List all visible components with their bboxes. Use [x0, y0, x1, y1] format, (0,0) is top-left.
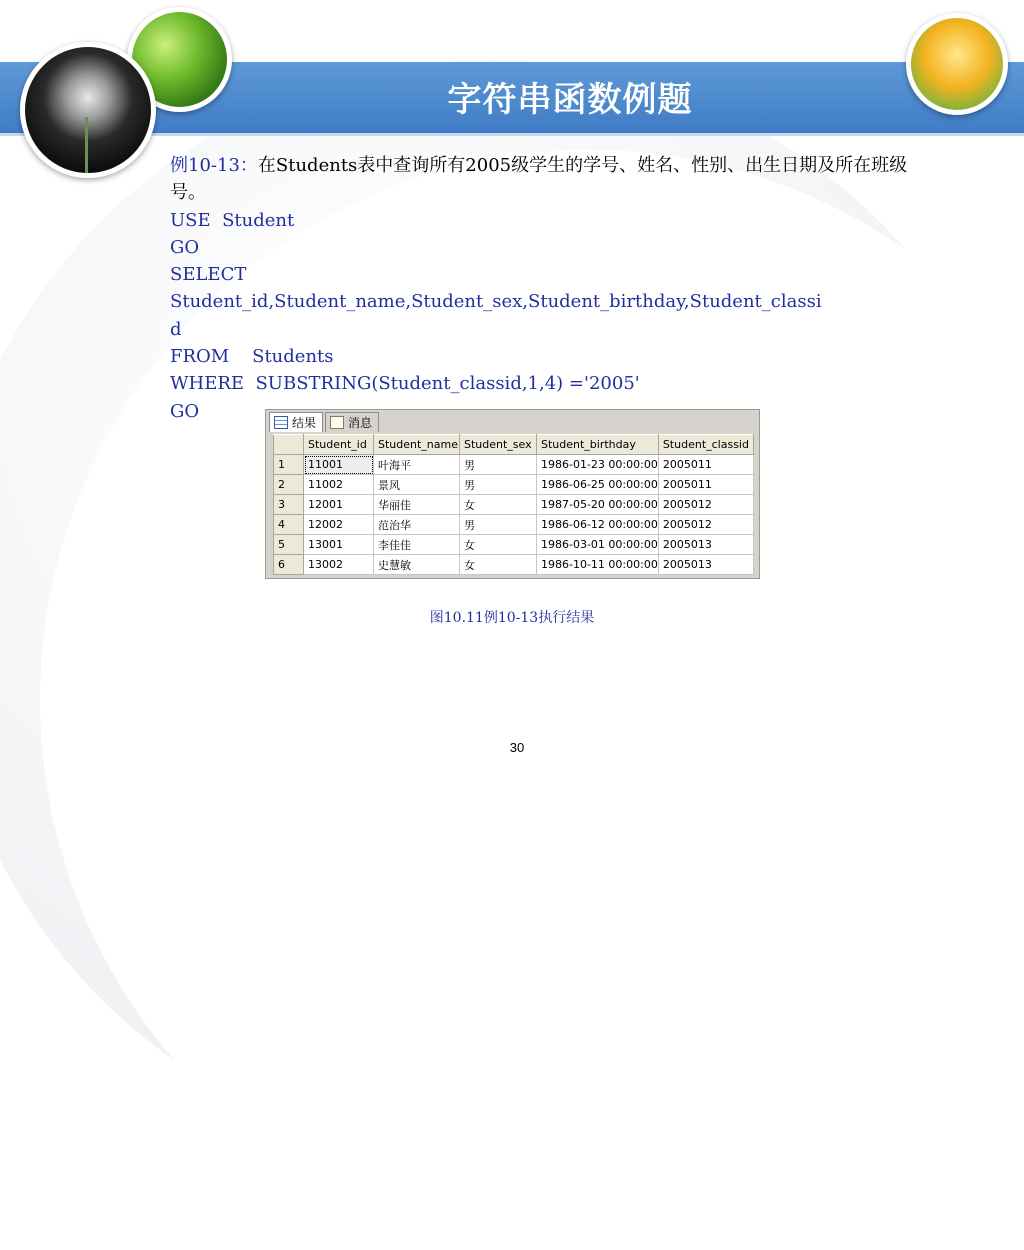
tab-messages-label: 消息 [348, 416, 373, 430]
table-row[interactable] [274, 515, 754, 535]
tulip-photo [906, 13, 1008, 115]
table-cell[interactable]: 13001 [304, 535, 374, 555]
table-cell[interactable]: 女 [460, 555, 537, 575]
code-line: GO [170, 236, 200, 258]
table-row[interactable] [274, 475, 754, 495]
code-line: SELECT [170, 264, 247, 286]
example-text: 在Students表中查询所有2005级学生的学号、姓名、性别、出生日期及所在班级号。 [170, 155, 908, 204]
table-cell[interactable]: 11002 [304, 475, 374, 495]
message-icon [330, 416, 344, 429]
table-cell[interactable]: 范治华 [374, 515, 460, 535]
query-results-panel [265, 409, 760, 579]
tab-results[interactable] [269, 412, 323, 432]
figure-caption: 图10.11例10-13执行结果 [429, 610, 595, 626]
table-cell[interactable]: 1986-06-12 00:00:00 [537, 515, 659, 535]
table-cell[interactable]: 13002 [304, 555, 374, 575]
code-line: GO [170, 400, 200, 422]
table-cell[interactable]: 华丽佳 [374, 495, 460, 515]
table-cell[interactable]: 2005011 [658, 455, 753, 475]
table-cell[interactable]: 1986-01-23 00:00:00 [537, 455, 659, 475]
table-cell[interactable]: 12002 [304, 515, 374, 535]
table-cell[interactable]: 女 [460, 495, 537, 515]
row-number[interactable]: 5 [274, 535, 304, 555]
table-cell[interactable]: 2005012 [658, 495, 753, 515]
column-header[interactable]: Student_birthday [537, 435, 659, 455]
tab-messages[interactable] [325, 412, 379, 432]
table-cell[interactable]: 李佳佳 [374, 535, 460, 555]
results-grid [273, 434, 754, 575]
table-cell[interactable]: 女 [460, 535, 537, 555]
code-line: USE Student [170, 209, 295, 231]
example-intro [170, 152, 940, 207]
row-number[interactable]: 1 [274, 455, 304, 475]
table-cell[interactable]: 2005011 [658, 475, 753, 495]
column-header[interactable]: Student_name [374, 435, 460, 455]
example-label: 例10-13： [170, 155, 258, 176]
code-line: WHERE SUBSTRING(Student_classid,1,4) ='2005' [170, 373, 640, 395]
table-cell[interactable]: 12001 [304, 495, 374, 515]
table-cell[interactable]: 男 [460, 475, 537, 495]
grid-icon [274, 416, 288, 429]
slide-body [170, 152, 940, 425]
row-number[interactable]: 6 [274, 555, 304, 575]
page-number: 30 [509, 740, 525, 755]
code-block [170, 207, 940, 425]
column-header[interactable]: Student_sex [460, 435, 537, 455]
dandelion-photo [20, 42, 156, 178]
table-row[interactable] [274, 495, 754, 515]
row-number-header[interactable] [274, 435, 304, 455]
table-cell[interactable]: 叶海平 [374, 455, 460, 475]
tab-results-label: 结果 [292, 416, 317, 430]
table-row[interactable] [274, 555, 754, 575]
table-cell[interactable]: 1986-10-11 00:00:00 [537, 555, 659, 575]
table-cell[interactable]: 史慧敏 [374, 555, 460, 575]
table-row[interactable] [274, 455, 754, 475]
code-line: d [170, 318, 182, 340]
column-header[interactable]: Student_classid [658, 435, 753, 455]
column-header[interactable]: Student_id [304, 435, 374, 455]
table-cell[interactable]: 1986-06-25 00:00:00 [537, 475, 659, 495]
code-line: Student_id,Student_name,Student_sex,Student_birthday,Student_classi [170, 291, 822, 313]
grid-header-row [274, 435, 754, 455]
title-bar-divider [0, 133, 1024, 136]
slide-title: 字符串函数例题 [447, 80, 693, 120]
table-cell[interactable]: 2005013 [658, 555, 753, 575]
row-number[interactable]: 3 [274, 495, 304, 515]
table-cell[interactable]: 景风 [374, 475, 460, 495]
code-line: FROM Students [170, 346, 334, 368]
results-tabs [269, 412, 381, 432]
row-number[interactable]: 2 [274, 475, 304, 495]
table-cell[interactable]: 1987-05-20 00:00:00 [537, 495, 659, 515]
table-row[interactable] [274, 535, 754, 555]
table-cell[interactable]: 2005012 [658, 515, 753, 535]
table-cell[interactable]: 2005013 [658, 535, 753, 555]
table-cell[interactable]: 1986-03-01 00:00:00 [537, 535, 659, 555]
table-cell[interactable]: 11001 [304, 455, 374, 475]
table-cell[interactable]: 男 [460, 515, 537, 535]
table-cell[interactable]: 男 [460, 455, 537, 475]
row-number[interactable]: 4 [274, 515, 304, 535]
